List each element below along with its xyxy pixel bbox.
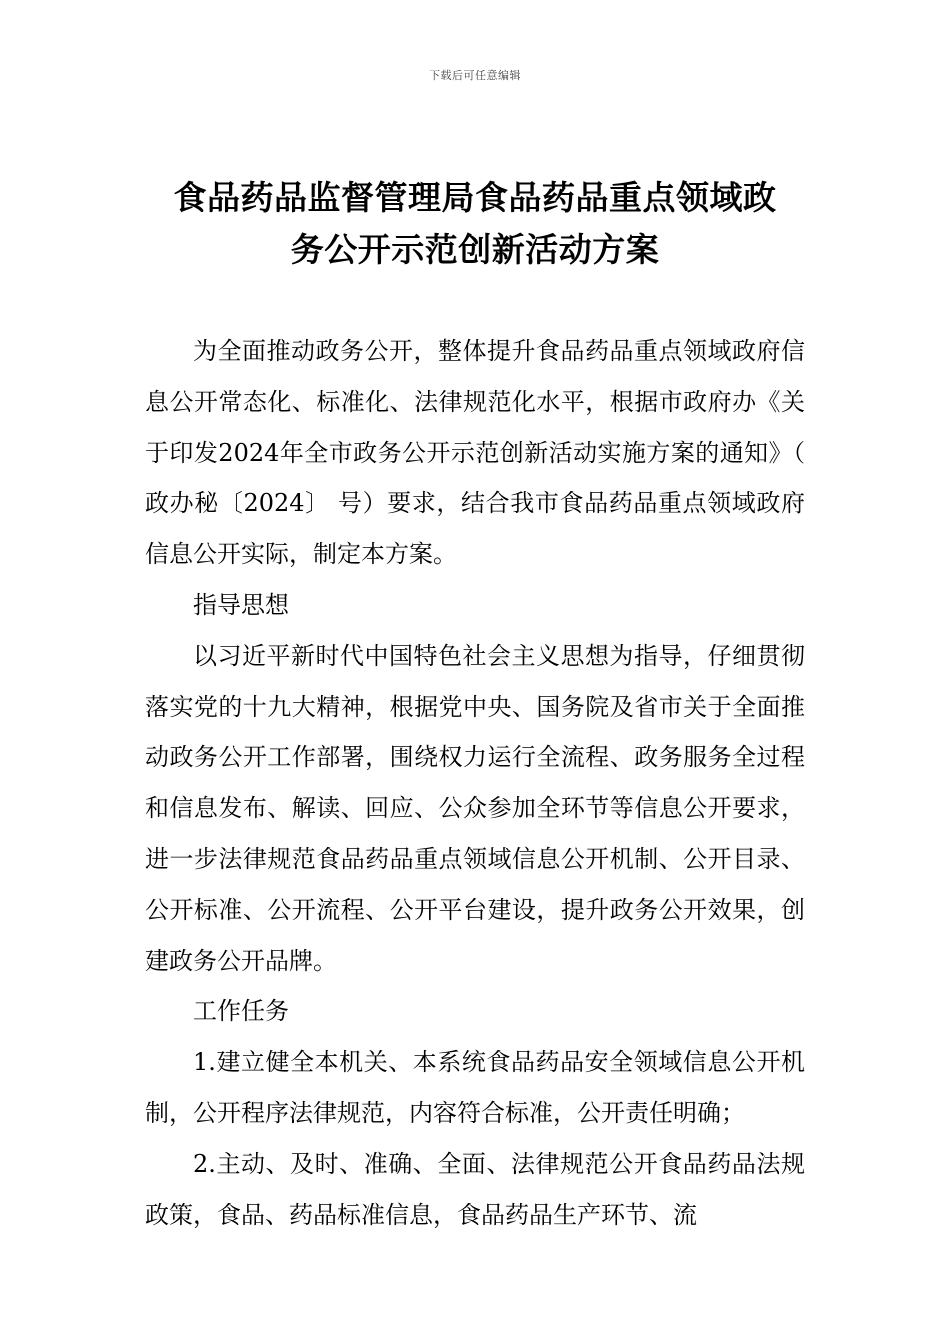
section-heading-guiding-ideology: 指导思想 [193, 590, 289, 619]
paragraph-task-2: 2.主动、及时、准确、全面、法律规范公开食品药品法规政策，食品、药品标准信息，食品药品生产环节、流 [145, 1149, 805, 1229]
section-heading-work-tasks: 工作任务 [193, 997, 289, 1026]
header-note: 下载后可任意编辑 [429, 69, 521, 82]
paragraph-intro: 为全面推动政务公开，整体提升食品药品重点领域政府信息公开常态化、标准化、法律规范化水平，根据市政府办《关于印发2024年全市政务公开示范创新活动实施方案的通知》（ 政办秘〔2024〕 号）要求，结合我市食品药品重点领域政府信息公开实际，制定本方案。 [145, 337, 805, 569]
title-line-2: 务公开示范创新活动方案 [290, 230, 660, 269]
paragraph-task-1: 1.建立健全本机关、本系统食品药品安全领域信息公开机制，公开程序法律规范，内容符合标准，公开责任明确； [145, 1048, 805, 1127]
paragraph-guiding-ideology: 以习近平新时代中国特色社会主义思想为指导，仔细贯彻落实党的十九大精神，根据党中央、国务院及省市关于全面推动政务公开工作部署，围绕权力运行全流程、政务服务全过程和信息发布、解读、回应、公众参加全环节等信息公开要求，进一步法律规范食品药品重点领域信息公开机制、公开目录、公开标准、公开流程、公开平台建设，提升政务公开效果，创建政务公开品牌。 [145, 641, 805, 975]
document-title [100, 172, 850, 276]
document-body [145, 326, 805, 1240]
title-line-1: 食品药品监督管理局食品药品重点领域政 [173, 178, 777, 217]
